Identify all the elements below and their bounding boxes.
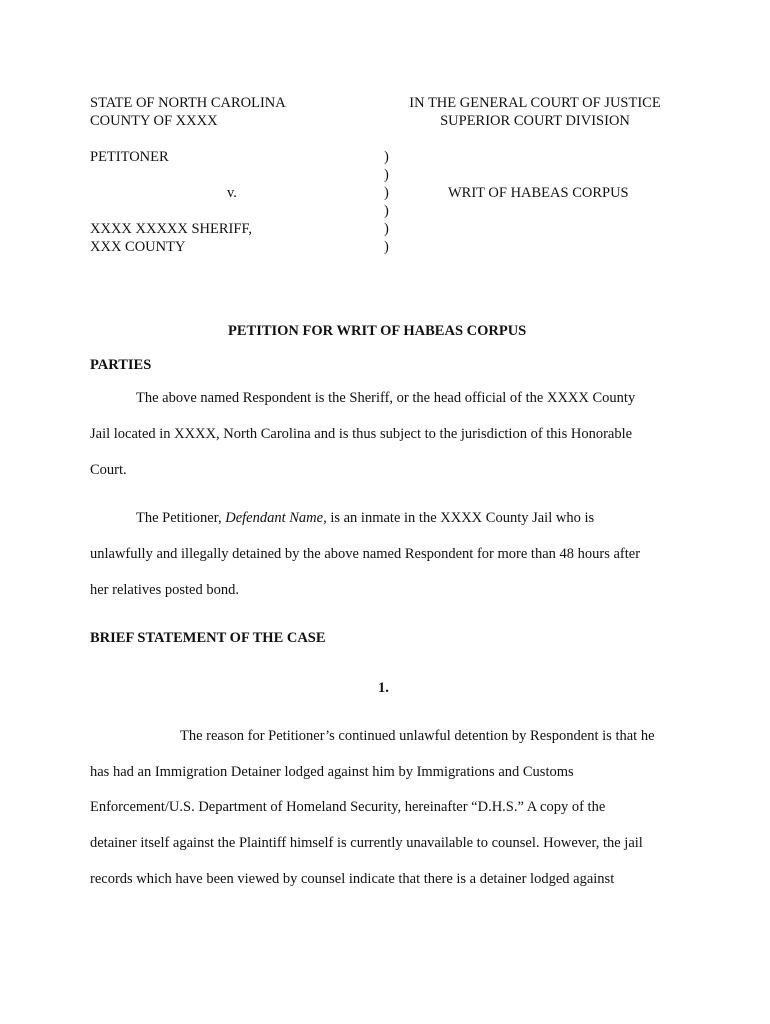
caption-bracket: ) bbox=[384, 221, 389, 237]
caption-bracket: ) bbox=[384, 149, 389, 165]
text-span: The Petitioner, bbox=[136, 510, 226, 526]
paragraph-line: Jail located in XXXX, North Carolina and is thus subject to the jurisdiction of this Honorable bbox=[90, 426, 633, 442]
paragraph-line: The reason for Petitioner’s continued unlawful detention by Respondent is that he bbox=[180, 728, 655, 744]
paragraph-line: has had an Immigration Detainer lodged against him by Immigrations and Customs bbox=[90, 764, 574, 780]
parties-heading: PARTIES bbox=[90, 357, 152, 373]
court-name: IN THE GENERAL COURT OF JUSTICE bbox=[409, 95, 661, 111]
paragraph-line: unlawfully and illegally detained by the above named Respondent for more than 48 hours after bbox=[90, 546, 641, 562]
caption-bracket: ) bbox=[384, 167, 389, 183]
document-title: PETITION FOR WRIT OF HABEAS CORPUS bbox=[228, 323, 527, 339]
case-heading: BRIEF STATEMENT OF THE CASE bbox=[90, 630, 326, 646]
caption-bracket: ) bbox=[384, 203, 389, 219]
defendant-name: Defendant Name bbox=[225, 510, 324, 526]
caption-bracket: ) bbox=[384, 239, 389, 255]
paragraph-line: Enforcement/U.S. Department of Homeland Security, hereinafter “D.H.S.” A copy of the bbox=[90, 799, 606, 815]
respondent-county: XXX COUNTY bbox=[90, 239, 186, 255]
paragraph-line: detainer itself against the Plaintiff himself is currently unavailable to counsel. However, the jail bbox=[90, 835, 643, 851]
state-label: STATE OF NORTH CAROLINA bbox=[90, 95, 286, 111]
county-label: COUNTY OF XXXX bbox=[90, 113, 218, 129]
paragraph-line bbox=[136, 509, 594, 527]
paragraph-line: Court. bbox=[90, 462, 127, 478]
paragraph-line: records which have been viewed by counsel indicate that there is a detainer lodged against bbox=[90, 871, 615, 887]
versus-label: v. bbox=[227, 185, 237, 201]
respondent-name: XXXX XXXXX SHERIFF, bbox=[90, 221, 252, 237]
case-title: WRIT OF HABEAS CORPUS bbox=[448, 185, 629, 201]
paragraph-line: The above named Respondent is the Sheriff, or the head official of the XXXX County bbox=[136, 390, 636, 406]
section-number: 1. bbox=[378, 680, 389, 696]
paragraph-line: her relatives posted bond. bbox=[90, 582, 239, 598]
petitioner-label: PETITONER bbox=[90, 149, 169, 165]
court-division: SUPERIOR COURT DIVISION bbox=[440, 113, 630, 129]
text-span: , is an inmate in the XXXX County Jail who is bbox=[323, 510, 595, 526]
caption-bracket: ) bbox=[384, 185, 389, 201]
